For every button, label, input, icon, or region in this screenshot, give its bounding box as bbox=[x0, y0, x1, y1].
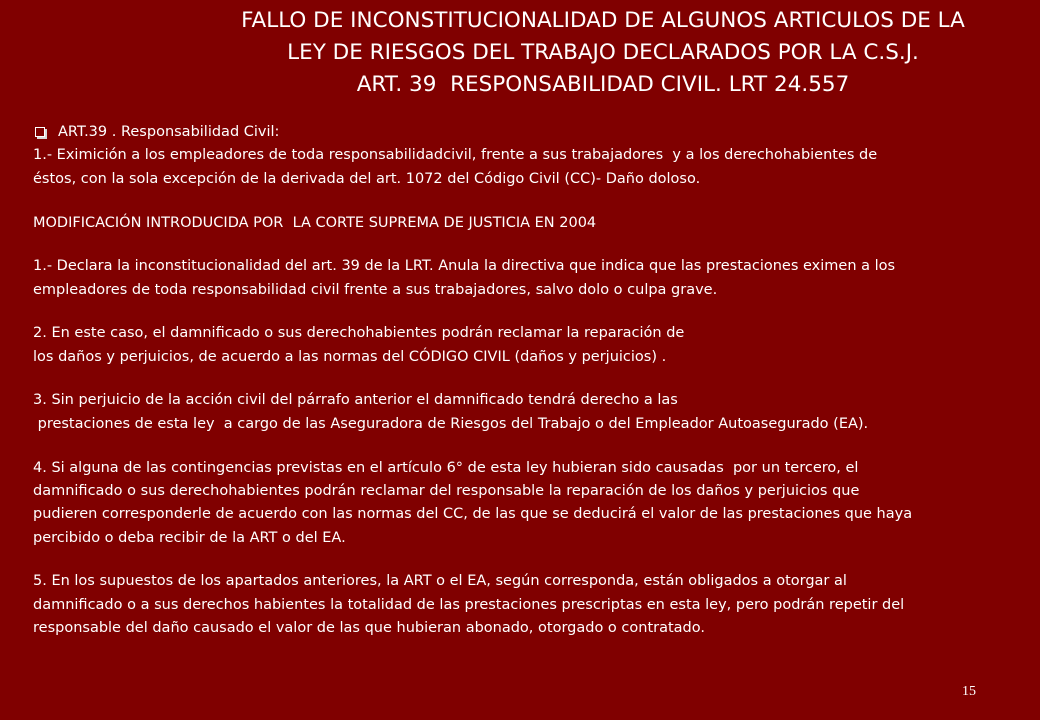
item-5 bbox=[33, 570, 1023, 640]
slide-title bbox=[170, 5, 1036, 101]
item-line: damnificado o sus derechohabientes podrán reclamar del responsable la reparación de los daños y perjuicios que bbox=[33, 482, 860, 499]
title-line: FALLO DE INCONSTITUCIONALIDAD DE ALGUNOS ARTICULOS DE LA bbox=[241, 8, 965, 33]
item-line: empleadores de toda responsabilidad civil frente a sus trabajadores, salvo dolo o culpa grave. bbox=[33, 281, 718, 298]
modification-section bbox=[33, 212, 1023, 235]
item-line: 1.- Declara la inconstitucionalidad del art. 39 de la LRT. Anula la directiva que indica que las prestaciones eximen a los bbox=[33, 258, 896, 275]
item-line: responsable del daño causado el valor de las que hubieran abonado, otorgado o contratado. bbox=[33, 620, 705, 637]
slide-body bbox=[33, 121, 1023, 641]
article-section bbox=[33, 121, 1023, 191]
item-line: 4. Si alguna de las contingencias previstas en el artículo 6° de esta ley hubieran sido causadas por un tercero, el bbox=[33, 459, 859, 476]
item-1 bbox=[33, 255, 1023, 302]
item-line: 5. En los supuestos de los apartados anteriores, la ART o el EA, según corresponda, están obligados a otorgar al bbox=[33, 573, 847, 590]
item-3 bbox=[33, 389, 1023, 436]
intro-line: 1.- Eximición a los empleadores de toda responsabilidadcivil, frente a sus trabajadores y a los derechohabientes de bbox=[33, 147, 878, 164]
page-number: 15 bbox=[962, 684, 976, 699]
item-2 bbox=[33, 322, 1023, 369]
item-4 bbox=[33, 457, 1023, 551]
intro-line: éstos, con la sola excepción de la derivada del art. 1072 del Código Civil (CC)- Daño doloso. bbox=[33, 170, 701, 187]
title-line: ART. 39 RESPONSABILIDAD CIVIL. LRT 24.557 bbox=[356, 72, 850, 97]
item-line: damnificado o a sus derechos habientes la totalidad de las prestaciones prescriptas en esta ley, pero podrán repetir del bbox=[33, 596, 905, 613]
item-line: percibido o deba recibir de la ART o del EA. bbox=[33, 529, 346, 546]
item-line: 2. En este caso, el damnificado o sus derechohabientes podrán reclamar la reparación de bbox=[33, 325, 685, 342]
modification-heading: MODIFICACIÓN INTRODUCIDA POR LA CORTE SUPREMA DE JUSTICIA EN 2004 bbox=[33, 214, 597, 231]
item-line: prestaciones de esta ley a cargo de las Aseguradora de Riesgos del Trabajo o del Empleador Autoasegurado (EA). bbox=[33, 415, 869, 432]
bullet-heading bbox=[33, 121, 1023, 144]
item-line: pudieren corresponderle de acuerdo con las normas del CC, de las que se deducirá el valor de las prestaciones que haya bbox=[33, 506, 913, 523]
checkbox-square-icon bbox=[35, 127, 45, 137]
item-line: 3. Sin perjuicio de la acción civil del párrafo anterior el damnificado tendrá derecho a las bbox=[33, 392, 678, 409]
item-line: los daños y perjuicios, de acuerdo a las normas del CÓDIGO CIVIL (daños y perjuicios) . bbox=[33, 348, 667, 365]
title-line: LEY DE RIESGOS DEL TRABAJO DECLARADOS POR LA C.S.J. bbox=[287, 40, 919, 65]
bullet-heading-text: ART.39 . Responsabilidad Civil: bbox=[58, 124, 280, 140]
